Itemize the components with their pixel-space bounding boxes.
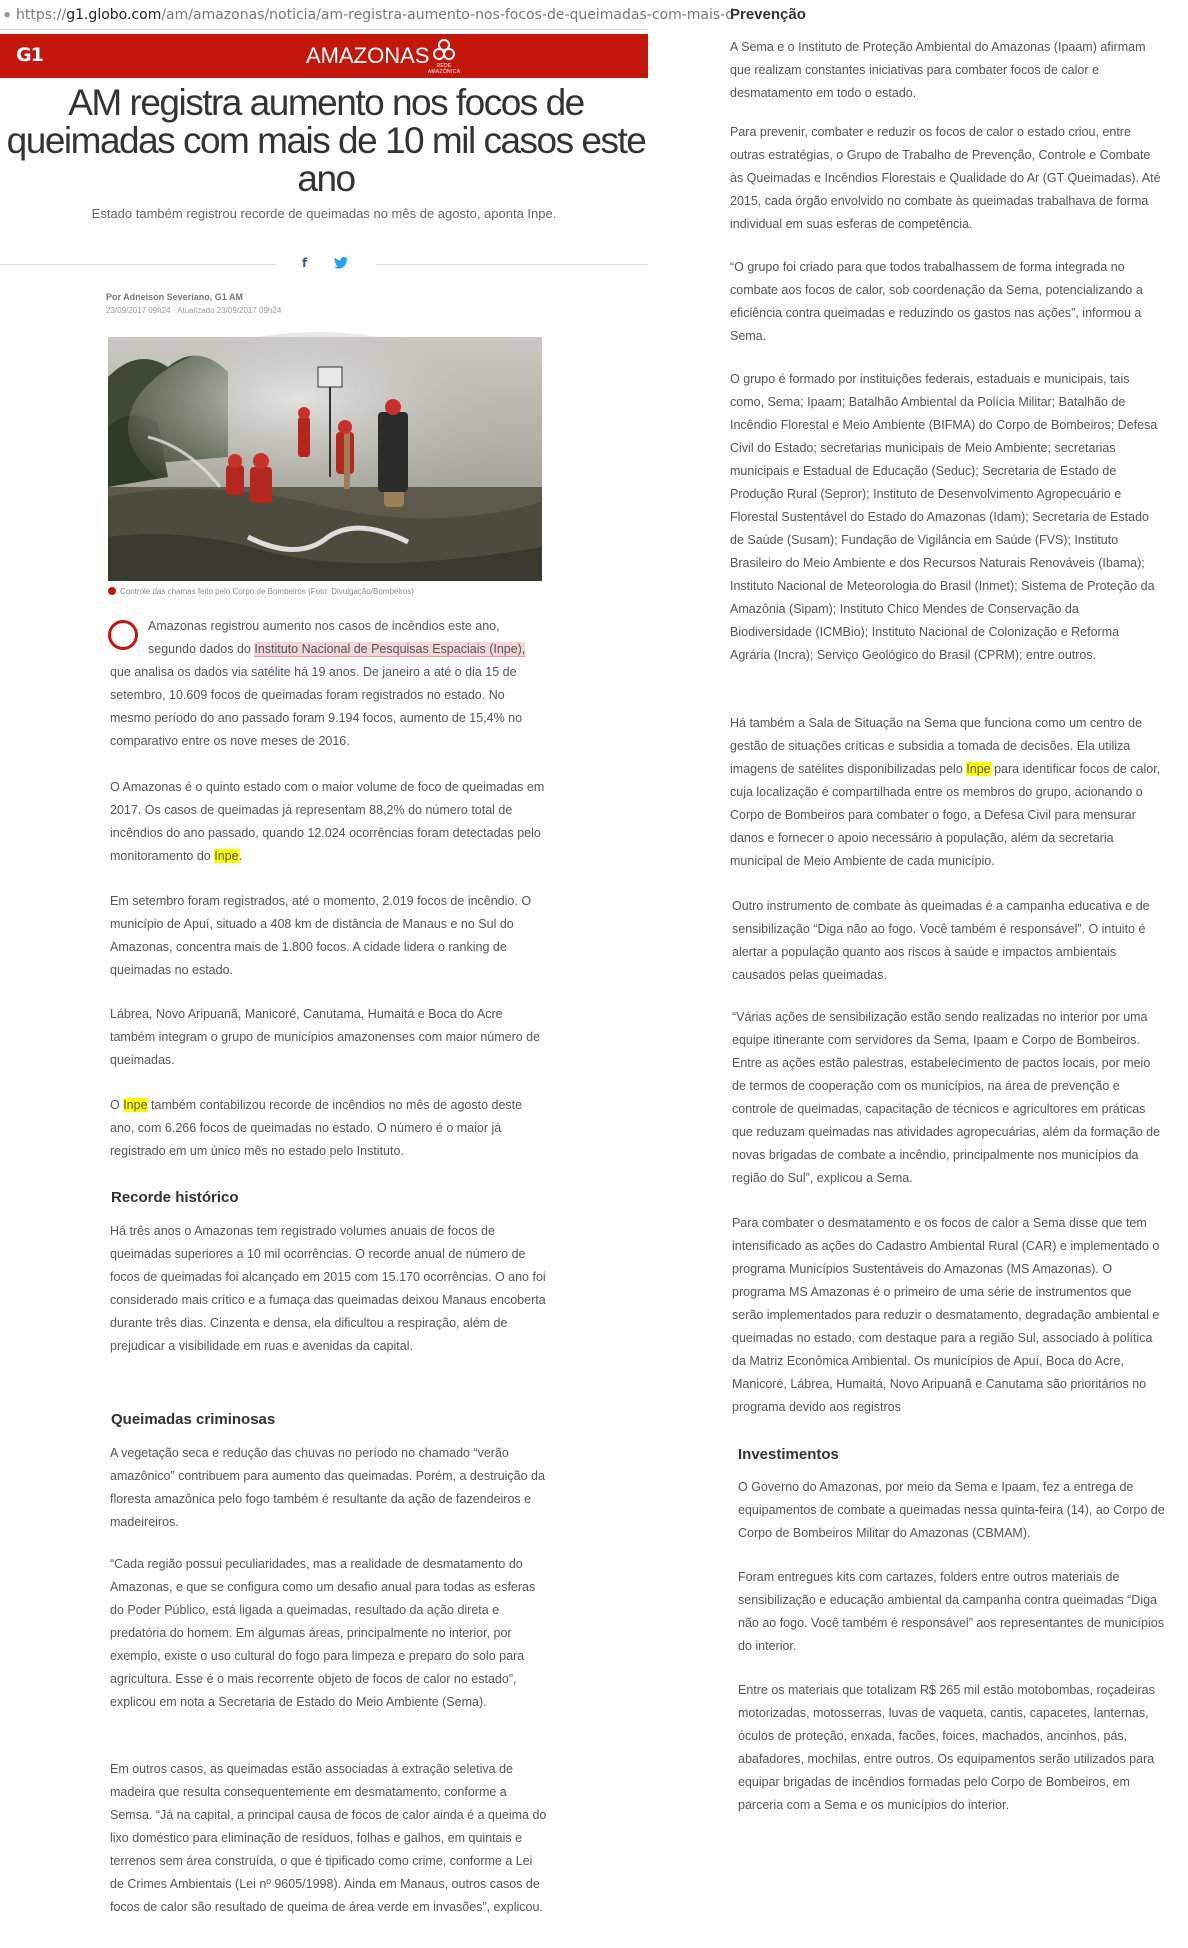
address-bar[interactable] [0, 0, 735, 30]
heading-recorde-historico: Recorde histórico [111, 1189, 239, 1206]
article-right-column [648, 0, 1188, 1948]
site-header [0, 34, 648, 78]
paragraph-r4: O grupo é formado por instituições federais, estaduais e municipais, tais como, Sema; Ipaam; Batalhão Ambiental da Polícia Militar; Batalhão de Incêndio Florestal e Meio Ambiente (BIFMA) do Corpo de Bombeiros; Defesa Civil do Estado; secretarias municipais de Meio Ambiente; secretarias municipais e Estadual de Educação (Seduc); Secretaria de Estado de Produção Rural (Sepror); Instituto de Desenvolvimento Agropecuário e Florestal Sustentável do Estado do Amazonas (Idam); Secretaria de Estado de Saúde (Susam); Fundação de Vigilância em Saúde (FVS); Instituto Brasileiro do Meio Ambiente e dos Recursos Naturais Renováveis (Ibama); Instituto Nacional de Meteorologia do Brasil (Inmet); Sistema de Proteção da Amazônia (Sipam); Instituto Chico Mendes de Conservação da Biodiversidade (ICMBio); Instituto Nacional de Colonização e Reforma Agrária (Incra); Serviço Geológico do Brasil (CPRM); entre outros. [730, 372, 1158, 662]
paragraph-8: “Cada região possui peculiaridades, mas a realidade de desmatamento do Amazonas, e que se configura como um desafio anual para todas as esferas do Poder Público, está ligada a queimadas, resultado da ação direta e predatória do homem. Em algumas áreas, principalmente no interior, por exemplo, existe o uso cultural do fogo para limpeza e preparo do solo para agricultura. Esse é o mais recorrente objeto de focos de calor no estado”, explicou em nota a Secretaria de Estado do Meio Ambiente (Sema). [110, 1557, 536, 1709]
url-scheme: https:// [16, 7, 67, 23]
article-title: AM registra aumento nos focos de queimadas com mais de 10 mil casos este ano [6, 82, 646, 199]
paragraph-1 [110, 615, 548, 753]
paragraph-r7: “Várias ações de sensibilização estão sendo realizadas no interior por uma equipe itinerante com servidores da Sema, Ipaam e Corpo de Bombeiros. Entre as ações estão palestras, estabelecimento de pactos locais, por meio de termos de cooperação com os municípios, na área de prevenção e controle de queimadas, capacitação de técnicos e agricultores em práticas que reduzam queimadas nas atividades agropecuárias, além da formação de novas brigadas de combate a incêndio, principalmente nos municípios da região do Sul”, explicou a Sema. [732, 1010, 1161, 1185]
inpe-link[interactable]: Instituto Nacional de Pesquisas Espaciais (Inpe), [254, 642, 526, 656]
photo-caption [108, 587, 414, 596]
url-path: /am/amazonas/noticia/am-registra-aumento-nos-focos-de-queimadas-com-mais-d [161, 7, 735, 23]
paragraph-r11: Entre os materiais que totalizam R$ 265 mil estão motobombas, roçadeiras motorizadas, motosserras, luvas de vaqueta, cantis, capacetes, lanternas, óculos de proteção, enxada, facões, foices, machados, ancinhos, pás, abafadores, mochilas, entre outros. Os equipamentos serão utilizados para equipar brigadas de incêndios formadas pelo Corpo de Bombeiros, em parceria com a Sema e os municípios do interior. [738, 1683, 1155, 1812]
byline: Por Adneison Severiano, G1 AM [106, 292, 243, 302]
p2-text: O Amazonas é o quinto estado com o maior volume de foco de queimadas em 2017. Os casos de queimadas já representam 88,2% do número total de incêndios do ano passado, quando 12.024 ocorrências foram detectadas pelo monitoramento do [110, 780, 545, 863]
url-host: g1.globo.com [66, 7, 162, 23]
publish-dates: 23/09/2017 09h24 · Atualizado 23/09/2017 09h24 [106, 306, 282, 315]
heading-investimentos: Investimentos [738, 1446, 839, 1463]
network-logo-icon [431, 37, 457, 63]
r5-text: Há também a Sala de Situação na Sema que funciona como um centro de gestão de situações críticas e subsidia a tomada de decisões. Ela utiliza imagens de satélites disponibilizadas pelo [730, 716, 1143, 776]
r5-rest: para identificar focos de calor, cuja localização é compartilhada entre os membros do grupo, acionando o Corpo de Bombeiros para combater o fogo, a Defesa Civil para mensurar danos e fornecer o apoio necessário à população, além da secretaria municipal de Meio Ambiente de cada município. [730, 762, 1161, 868]
article-photo[interactable] [108, 337, 542, 581]
network-logo[interactable] [424, 37, 464, 75]
paragraph-r5 [730, 712, 1162, 873]
divider-left [0, 264, 276, 265]
facebook-share-icon[interactable]: f [302, 256, 308, 270]
firefighters-photo [108, 337, 542, 581]
divider-right [376, 264, 648, 265]
paragraph-5 [110, 1094, 548, 1163]
network-logo-text: REDE AMAZÔNICA [427, 63, 461, 75]
paragraph-9: Em outros casos, as queimadas estão associadas à extração seletiva de madeira que resulta consequentemente em desmatamento, conforme a Semsa. “Já na capital, a principal causa de focos de calor ainda é a queima do lixo doméstico para eliminação de resíduos, folhas e galhos, em quintais e terrenos sem área construída, o que é tipificado como crime, conforme a Lei de Crimes Ambientais (Lei nº 9605/1998). Ainda em Manaus, outros casos de focos de calor são resultado de queima de área verde em invasões”, explicou. [110, 1762, 547, 1914]
paragraph-r3: “O grupo foi criado para que todos trabalhassem de forma integrada no combate aos focos de calor, sob coordenação da Sema, potencializando a eficiência contra queimadas e reduzindo os gastos nas ações”, informou a Sema. [730, 260, 1143, 343]
paragraph-r8: Para combater o desmatamento e os focos de calor a Sema disse que tem intensificado as ações do Cadastro Ambiental Rural (CAR) e implementado o programa Municípios Sustentáveis do Amazonas (MS Amazonas). O programa MS Amazonas é o primeiro de uma série de instrumentos que serão implementados para reduzir o desmatamento, degradação ambiental e queimadas no estado, com destaque para a região Sul, associado à política da Matriz Econômica Ambiental. Os municípios de Apuí, Boca do Acre, Manicoré, Lábrea, Humaitá, Novo Aripuanã e Canutama são prioritários no programa devido aos registros [732, 1216, 1160, 1414]
paragraph-r10: Foram entregues kits com cartazes, folders entre outros materiais de sensibilização e educação ambiental da campanha contra queimadas “Diga não ao fogo. Você também é responsável” aos representantes de municípios do interior. [738, 1570, 1164, 1653]
paragraph-r9: O Governo do Amazonas, por meio da Sema e Ipaam, fez a entrega de equipamentos de combate a queimadas nessa quinta-feira (14), ao Corpo de Corpo de Bombeiros Militar do Amazonas (CBMAM). [738, 1480, 1165, 1540]
p5-start: O [110, 1098, 124, 1112]
paragraph-3: Em setembro foram registrados, até o momento, 2.019 focos de incêndio. O município de Apuí, situado a 408 km de distância de Manaus e no Sul do Amazonas, concentra mais de 1.800 focos. A cidade lidera o ranking de queimadas no estado. [110, 894, 532, 977]
paragraph-r6: Outro instrumento de combate às queimadas é a campanha educativa e de sensibilização “Diga não ao fogo. Você também é responsável”. O intuito é alertar a população quanto aos riscos à saúde e impactos ambientais causados pelas queimadas. [732, 899, 1150, 982]
p2-end: . [238, 849, 243, 863]
heading-prevencao: Prevenção [730, 6, 806, 23]
inpe-highlight-2: Inpe [123, 1098, 148, 1112]
g1-logo[interactable]: G1 [16, 44, 43, 66]
article-subtitle: Estado também registrou recorde de queimadas no mês de agosto, aponta Inpe. [91, 206, 557, 221]
p1-lead: segundo dados do [148, 642, 255, 656]
paragraph-r2: Para prevenir, combater e reduzir os focos de calor o estado criou, entre outras estratégias, o Grupo de Trabalho de Prevenção, Controle e Combate às Queimadas e Incêndios Florestais e Qualidade do Ar (GT Queimadas). Até 2015, cada órgão envolvido no combate às queimadas trabalhava de forma individual em suas esferas de competência. [730, 125, 1161, 231]
paragraph-2 [110, 776, 548, 868]
paragraph-7: A vegetação seca e redução das chuvas no período no chamado “verão amazônico” contribuem para aumento das queimadas. Porém, a destruição da floresta amazônica pelo fogo também é resultante da ação de fazendeiros e madeireiros. [110, 1446, 545, 1529]
twitter-share-icon[interactable] [334, 257, 348, 269]
p5-text: também contabilizou recorde de incêndios no mês de agosto deste ano, com 6.266 focos de queimadas no estado. O número é o maior já registrado em um único mês no estado pelo Instituto. [110, 1098, 523, 1158]
caption-text: Controle das chamas feito pelo Corpo de Bombeiros (Foto: Divulgação/Bombeiros) [120, 587, 414, 596]
lock-icon: ⚫ [2, 8, 13, 22]
p1-line-1: Amazonas registrou aumento nos casos de incêndios este ano, [148, 619, 500, 633]
paragraph-r1: A Sema e o Instituto de Proteção Ambiental do Amazonas (Ipaam) afirmam que realizam constantes iniciativas para combater focos de calor e desmatamento em todo o estado. [730, 40, 1146, 100]
heading-queimadas-criminosas: Queimadas criminosas [111, 1411, 276, 1428]
inpe-highlight-3: Inpe [966, 762, 991, 776]
camera-icon [108, 587, 116, 595]
paragraph-6: Há três anos o Amazonas tem registrado volumes anuais de focos de queimadas superiores a 10 mil ocorrências. O recorde anual de número de focos de queimadas foi alcançado em 2015 com 15.170 ocorrências. O ano foi considerado mais crítico e a fumaça das queimadas deixou Manaus encoberta durante três dias. Cinzenta e densa, ela dificultou a respiração, além de prejudicar a visibilidade em ruas e avenidas da capital. [110, 1224, 546, 1353]
section-name[interactable]: AMAZONAS [306, 43, 430, 68]
inpe-highlight-1: Inpe [214, 849, 239, 863]
share-bar [302, 256, 352, 272]
p1-rest: que analisa os dados via satélite há 19 anos. De janeiro a até o dia 15 de setembro, 10.609 focos de queimadas foram registrados no estado. No mesmo período do ano passado foram 9.194 focos, aumento de 15,4% no comparativo entre os nove meses de 2016. [110, 665, 523, 748]
paragraph-4: Lábrea, Novo Aripuanã, Manicoré, Canutama, Humaitá e Boca do Acre também integram o grupo de municípios amazonenses com maior número de queimadas. [110, 1007, 541, 1067]
